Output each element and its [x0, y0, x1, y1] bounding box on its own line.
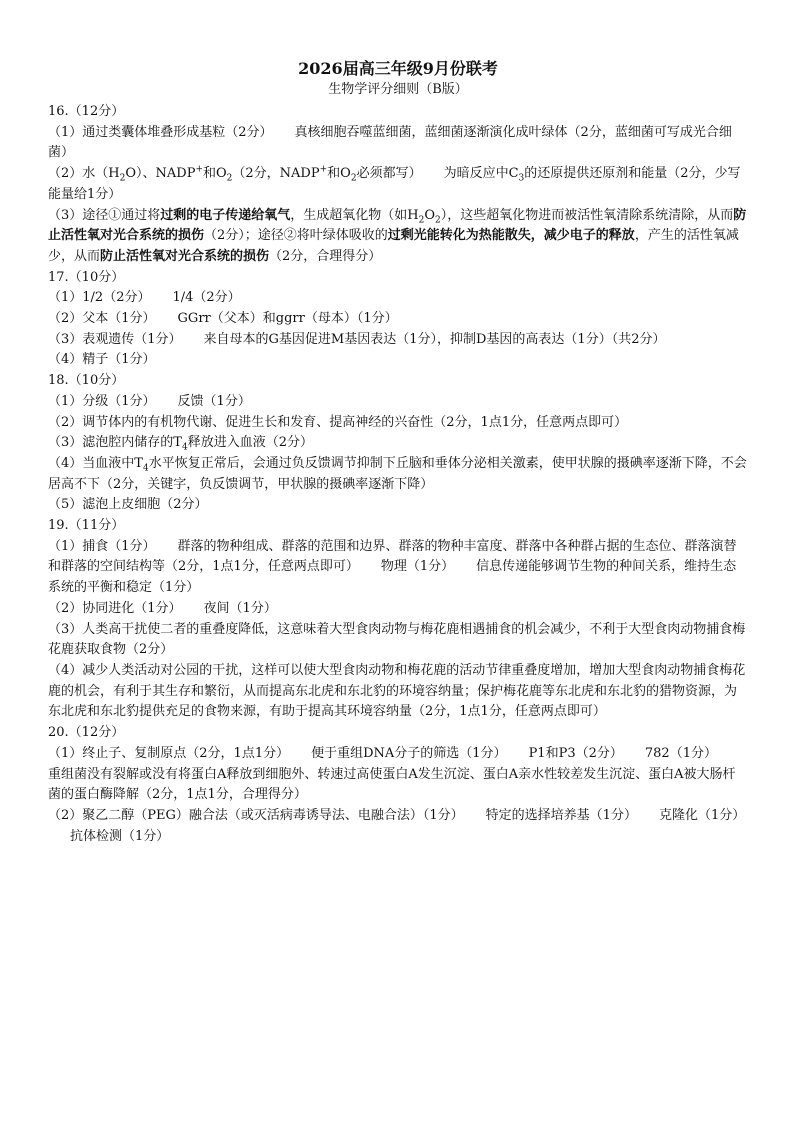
subscript: 2	[350, 173, 357, 184]
q20-p2-answer-c: 克隆化（1分）	[658, 807, 746, 823]
q16-p3-text-a: （3）途径①通过将	[48, 207, 161, 223]
subscript: 4	[181, 442, 188, 453]
q20-p1-answer-b: 便于重组DNA分子的筛选（1分）	[311, 745, 507, 761]
q17-part-1	[48, 288, 748, 309]
q16-p2-text-g: 为暗反应中C	[443, 166, 519, 182]
subscript: 2	[418, 215, 425, 226]
q19-part-3: （3）人类高干扰使二者的重叠度降低，这意味着大型食肉动物与梅花鹿相遇捕食的机会减少，不利于大型食肉动物捕食梅花鹿获取食物（2分）	[48, 621, 746, 658]
q16-p3-text-e: ），这些超氧化物进而被活性氧清除系统清除，从而	[440, 207, 734, 223]
q17-p1-answer-b: 1/4（2分）	[172, 290, 241, 306]
subscript: 2	[119, 173, 126, 184]
q19-p1-answer-a: （1）捕食（1分）	[48, 538, 156, 554]
q17-part-4: （4）精子（1分）	[48, 352, 156, 368]
q20-p1-answer-d: 782（1分）	[644, 745, 717, 761]
q19-p2-answer-b: 夜间（1分）	[203, 600, 277, 616]
question-16	[48, 102, 748, 268]
question-17-heading: 17.（10分）	[48, 269, 125, 285]
q18-part-1	[48, 392, 748, 413]
q16-p3-keypoint-2: 防止活性氧对光合系统的损伤	[48, 207, 747, 244]
q16-part-3	[48, 206, 748, 268]
q18-p3-text-a: （3）滤泡腔内储存的T	[48, 435, 182, 451]
question-18	[48, 371, 748, 516]
q20-p2-answer-b: 特定的选择培养基（1分）	[485, 807, 637, 823]
question-20-heading: 20.（12分）	[48, 725, 125, 741]
q16-p1-answer-b: 真核细胞吞噬蓝细菌，蓝细菌逐渐演化成叶绿体（2分，蓝细菌可写成光合细菌）	[48, 124, 732, 161]
q19-p1-answer-d: 信息传递能够调节生物的种间关系，维持生态系统的平衡和稳定（1分）	[48, 559, 737, 596]
q20-p1-answer-a: （1）终止子、复制原点（2分，1点1分）	[48, 745, 290, 761]
q17-p3-answer-a: （3）表观遗传（1分）	[48, 331, 182, 347]
q16-p2-text-d: （2分，NADP	[232, 166, 320, 182]
q16-p2-text-h: 的还原提供还原剂和能量（2分，少写能量给1分）	[48, 166, 741, 202]
q16-p2-text-b: O）、NADP	[125, 166, 196, 182]
q19-part-4: （4）减少人类活动对公园的干扰，这样可以使大型食肉动物和梅花鹿的活动节律重叠度增加，增加大型食肉动物捕食梅花鹿的机会，有利于其生存和繁衍，从而提高东北虎和东北豹的环境容纳量；保护梅花鹿等东北虎和东北豹的猎物资源，为东北虎和东北豹提供充足的食物来源，有助于提高其环境容纳量（2分，1点1分，任意两点即可）	[48, 662, 746, 720]
q16-p3-text-g: （2分）；途径②将叶绿体吸收的	[204, 228, 388, 244]
q18-p4-text-b: 水平恢复正常后，会通过负反馈调节抑制下丘脑和垂体分泌相关激素，使甲状腺的摄碘率逐渐下降，不会居高不下（2分，关键字，负反馈调节，甲状腺的摄碘率逐渐下降）	[48, 455, 747, 492]
q17-part-2	[48, 309, 748, 330]
subscript: 3	[518, 173, 525, 184]
q17-part-3	[48, 330, 748, 351]
q16-p3-keypoint-1: 过剩的电子传递给氧气	[160, 207, 291, 223]
question-17	[48, 268, 748, 372]
subscript: 4	[142, 463, 149, 474]
q16-p2-text-a: （2）水（H	[48, 166, 120, 182]
q20-p2-answer-a: （2）聚乙二醇（PEG）融合法（或灭活病毒诱导法、电融合法）（1分）	[48, 807, 464, 823]
superscript: +	[195, 164, 203, 175]
question-20	[48, 723, 748, 847]
q20-p1-answer-e: 重组菌没有裂解或没有将蛋白A释放到细胞外、转速过高使蛋白A发生沉淀、蛋白A亲水性较差发生沉淀、蛋白A被大肠杆菌的蛋白酶降解（2分，1点1分，合理得分）	[48, 766, 736, 803]
q20-part-2	[48, 806, 748, 847]
q20-p2-answer-d: 抗体检测（1分）	[70, 828, 170, 844]
q20-part-1	[48, 744, 748, 806]
q17-p3-answer-b: 来自母本的G基因促进M基因表达（1分），抑制D基因的高表达（1分）（共2分）	[203, 331, 666, 347]
q16-p3-text-c: ，生成超氧化物（如H	[290, 207, 419, 223]
q16-p1-answer-a: （1）通过类囊体堆叠形成基粒（2分）	[48, 124, 273, 140]
q19-part-1	[48, 537, 748, 599]
q18-part-4	[48, 454, 748, 495]
q16-part-2	[48, 164, 748, 205]
q20-p1-answer-c: P1和P3（2分）	[528, 745, 623, 761]
q18-part-5: （5）滤泡上皮细胞（2分）	[48, 497, 208, 513]
answer-sheet	[48, 58, 748, 847]
q17-p2-answer-a: （2）父本（1分）	[48, 311, 156, 327]
q18-part-3	[48, 433, 748, 454]
question-18-heading: 18.（10分）	[48, 373, 125, 389]
q16-part-1	[48, 123, 748, 164]
q16-p3-text-d: O	[424, 207, 436, 223]
q18-p1-answer-a: （1）分级（1分）	[48, 393, 156, 409]
page-title: 2026届高三年级9月份联考	[298, 59, 498, 78]
q16-p2-text-c: 和O	[202, 166, 227, 182]
superscript: +	[319, 164, 328, 175]
q16-p2-text-e: 和O	[327, 166, 351, 182]
question-19	[48, 516, 748, 723]
q18-p1-answer-b: 反馈（1分）	[177, 393, 251, 409]
page-subtitle: 生物学评分细则（B版）	[328, 82, 468, 97]
q17-p2-answer-b: GGrr（父本）和ggrr（母本）（1分）	[177, 311, 398, 327]
q17-p1-answer-a: （1）1/2（2分）	[48, 290, 151, 306]
q19-part-2	[48, 599, 748, 620]
q18-p3-text-b: 释放进入血液（2分）	[187, 435, 313, 451]
q16-p3-keypoint-3: 过剩光能转化为热能散失，减少电子的释放	[387, 228, 635, 244]
question-19-heading: 19.（11分）	[48, 518, 125, 534]
q18-p4-text-a: （4）当血液中T	[48, 455, 143, 471]
q19-p2-answer-a: （2）协同进化（1分）	[48, 600, 182, 616]
question-16-heading: 16.（12分）	[48, 104, 125, 119]
q16-p2-text-f: 必须都写）	[356, 166, 422, 182]
q16-p3-text-i: ，产生的活性氧减少，从而	[48, 228, 739, 264]
q16-p3-keypoint-4: 防止活性氧对光合系统的损伤	[100, 248, 270, 264]
q18-part-2: （2）调节体内的有机物代谢、促进生长和发育、提高神经的兴奋性（2分，1点1分，任意两点即可）	[48, 414, 628, 430]
q19-p1-answer-b: 群落的物种组成、群落的范围和边界、群落的物种丰富度、群落中各种群占据的生态位、群落演替和群落的空间结构等（2分，1点1分，任意两点即可）	[48, 538, 737, 575]
q19-p1-answer-c: 物理（1分）	[380, 559, 455, 575]
q16-p3-text-k: （2分，合理得分）	[269, 248, 382, 264]
subscript: 2	[435, 215, 441, 226]
subscript: 2	[226, 173, 233, 184]
